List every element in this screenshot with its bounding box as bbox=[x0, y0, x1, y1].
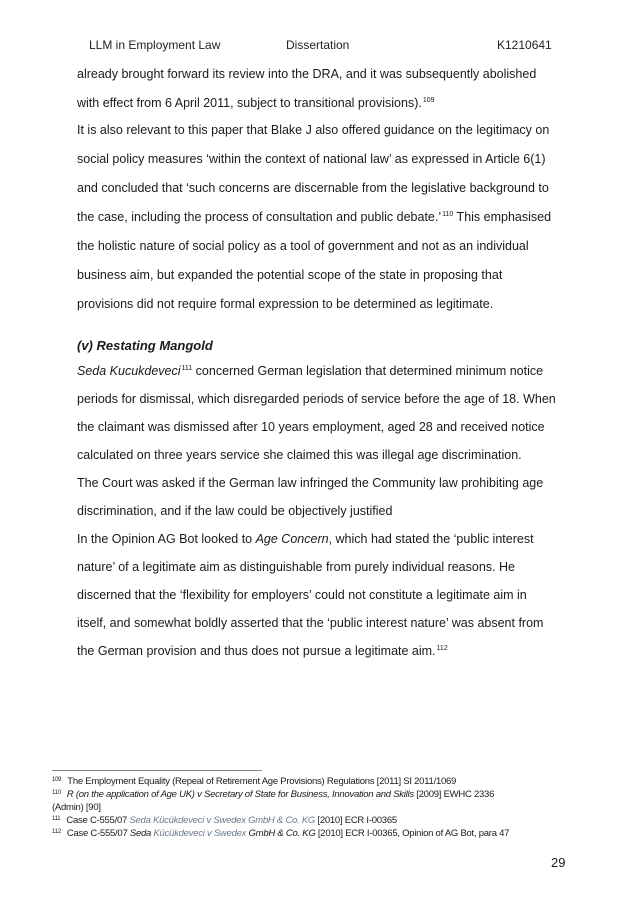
case-name: GmbH & Co. KG bbox=[246, 828, 316, 839]
text-line bbox=[77, 151, 546, 167]
footnote-112 bbox=[52, 828, 509, 841]
text-line bbox=[77, 559, 515, 575]
text-line bbox=[77, 296, 493, 312]
text-span: the case, including the process of consultation and public debate.’ bbox=[77, 210, 442, 224]
text-line bbox=[77, 180, 549, 196]
case-name: Seda Kucukdeveci bbox=[77, 364, 181, 378]
text-line bbox=[77, 531, 534, 547]
text-span: calculated on three years service she claimed this was illegal age discrimination. bbox=[77, 448, 522, 462]
text-line bbox=[77, 122, 549, 138]
text-span: discerned that the ‘flexibility for employers’ could not constitute a legitimate aim in bbox=[77, 588, 527, 602]
footnote-text: [2010] ECR I-00365, Opinion of AG Bot, para 47 bbox=[315, 828, 510, 839]
case-name: Seda bbox=[129, 828, 152, 839]
text-span: the German provision and thus does not pursue a legitimate aim. bbox=[77, 644, 436, 658]
case-name: Kücükdeveci v Swedex bbox=[151, 828, 247, 839]
text-line bbox=[77, 66, 536, 82]
footnote-text: [2010] ECR I-00365 bbox=[315, 815, 397, 826]
header-student-id: K1210641 bbox=[497, 38, 552, 52]
page-number: 29 bbox=[551, 855, 566, 870]
text-line bbox=[77, 95, 435, 114]
footnote-text: Case C-555/07 bbox=[66, 815, 130, 826]
footnote-text: Case C-555/07 bbox=[66, 828, 130, 839]
text-span: with effect from 6 April 2011, subject to transitional provisions). bbox=[77, 96, 422, 110]
text-span: business aim, but expanded the potential scope of the state in proposing that bbox=[77, 268, 503, 282]
text-line bbox=[77, 238, 529, 254]
text-span: , which had stated the ‘public interest bbox=[328, 532, 534, 546]
footnote-text: (Admin) [90] bbox=[52, 802, 101, 813]
case-name: R (on the application of Age UK) v Secretary of State for Business, Innovation and Skills bbox=[66, 789, 414, 800]
case-name: Age Concern bbox=[255, 532, 329, 546]
text-span: It is also relevant to this paper that Blake J also offered guidance on the legitimacy on bbox=[77, 123, 550, 137]
text-span: The Court was asked if the German law infringed the Community law prohibiting age bbox=[77, 476, 544, 490]
text-line bbox=[77, 391, 556, 407]
header-course: LLM in Employment Law bbox=[89, 38, 221, 52]
text-line bbox=[77, 447, 522, 463]
footnote-110 bbox=[52, 789, 494, 802]
text-span: itself, and somewhat boldly asserted that the ‘public interest nature’ was absent from bbox=[77, 616, 544, 630]
footnote-ref[interactable]: 109 bbox=[422, 97, 435, 104]
text-span: provisions did not require formal expression to be determined as legitimate. bbox=[77, 297, 494, 311]
text-line bbox=[77, 587, 527, 603]
text-span: discrimination, and if the law could be objectively justified bbox=[77, 504, 393, 518]
text-span: nature’ of a legitimate aim as distinguishable from purely individual reasons. He bbox=[77, 560, 515, 574]
footnote-number: 111 bbox=[52, 816, 61, 822]
text-span: and concluded that ‘such concerns are discernable from the legislative background to bbox=[77, 181, 549, 195]
footnote-text: [2009] EWHC 2336 bbox=[413, 789, 495, 800]
text-span: the holistic nature of social policy as a tool of government and not as an individual bbox=[77, 239, 529, 253]
footnote-ref[interactable]: 111 bbox=[181, 365, 193, 372]
footnote-number: 109 bbox=[52, 777, 62, 783]
section-heading: (v) Restating Mangold bbox=[77, 338, 213, 353]
footnote-ref[interactable]: 110 bbox=[442, 211, 454, 218]
footnote-number: 110 bbox=[52, 790, 61, 796]
text-span: periods for dismissal, which disregarded periods of service before the age of 18. When bbox=[77, 392, 556, 406]
text-span: social policy measures ‘within the context of national law’ as expressed in Article 6(1) bbox=[77, 152, 546, 166]
case-name: Seda Kücükdeveci v Swedex GmbH & Co. KG bbox=[129, 815, 316, 826]
text-line bbox=[77, 475, 543, 491]
text-span: already brought forward its review into the DRA, and it was subsequently abolished bbox=[77, 67, 537, 81]
text-line bbox=[77, 419, 545, 435]
text-line bbox=[77, 209, 551, 228]
text-line bbox=[77, 615, 543, 631]
footnote-separator bbox=[52, 770, 262, 771]
footnote-109 bbox=[52, 776, 456, 789]
header-title: Dissertation bbox=[286, 38, 350, 52]
footnote-111 bbox=[52, 815, 397, 828]
footnote-number: 112 bbox=[52, 829, 61, 835]
text-line bbox=[77, 267, 502, 283]
text-line bbox=[77, 643, 448, 662]
footnote-text: The Employment Equality (Repeal of Retirement Age Provisions) Regulations [2011] SI 2011/1069 bbox=[67, 776, 457, 787]
text-line bbox=[77, 503, 392, 519]
text-span: This emphasised bbox=[453, 210, 552, 224]
footnote-ref[interactable]: 112 bbox=[436, 645, 448, 652]
text-span: concerned German legislation that determined minimum notice bbox=[192, 364, 544, 378]
text-span: the claimant was dismissed after 10 years employment, aged 28 and received notice bbox=[77, 420, 545, 434]
footnote-110-cont bbox=[52, 802, 101, 814]
text-span: In the Opinion AG Bot looked to bbox=[77, 532, 256, 546]
text-line bbox=[77, 363, 543, 382]
